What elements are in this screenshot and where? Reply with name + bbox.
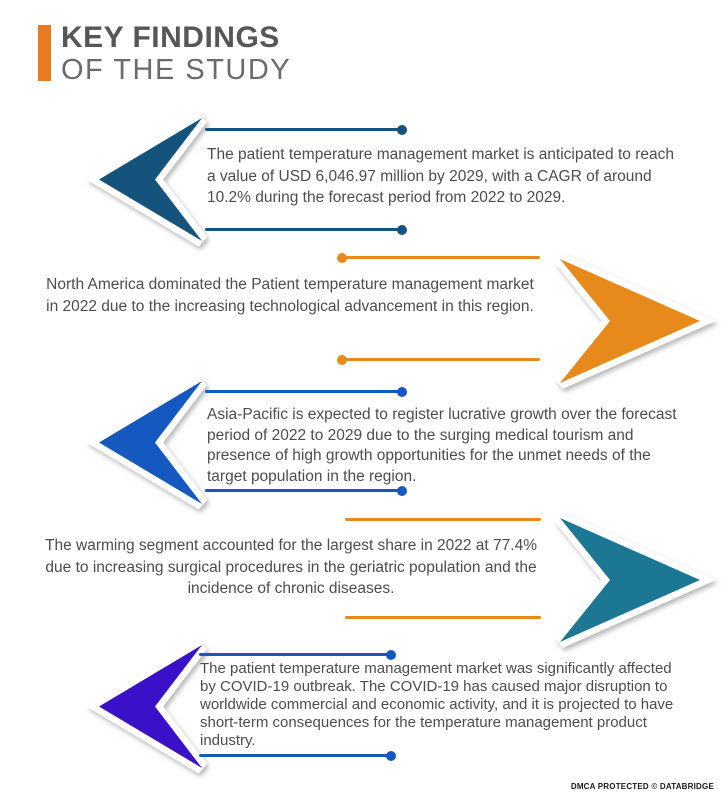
page-title: KEY FINDINGS: [61, 21, 280, 54]
connector-line: [342, 358, 540, 361]
connector-line: [205, 128, 402, 131]
connector-line: [199, 653, 391, 656]
connector-line: [342, 256, 540, 259]
line-endpoint-dot: [397, 486, 407, 496]
line-endpoint-dot: [397, 225, 407, 235]
page-subtitle: OF THE STUDY: [61, 54, 292, 86]
finding-text: Asia-Pacific is expected to register lucrative growth over the forecast period of 2022 to 2029 due to the surging medical tourism and presence of high growth opportunities for the unmet needs of the target population in the region.: [207, 406, 677, 485]
chevron-left-icon: [89, 111, 211, 248]
finding-text: The warming segment accounted for the largest share in 2022 at 77.4% due to increasing surgical procedures in the geriatric population and the incidence of chronic diseases.: [45, 537, 537, 597]
connector-line: [205, 228, 402, 231]
connector-line: [205, 489, 402, 492]
connector-line: [199, 754, 391, 757]
connector-line: [345, 616, 541, 619]
dmca-watermark: DMCA PROTECTED © DATABRIDGE: [570, 782, 714, 791]
connector-line: [345, 518, 541, 521]
finding-text: North America dominated the Patient temperature management market in 2022 due to the increasing technological advancement in this region.: [46, 276, 534, 315]
chevron-right-icon: [551, 511, 709, 649]
line-endpoint-dot: [337, 253, 347, 263]
finding-text: The patient temperature management market was significantly affected by COVID-19 outbreak. The COVID-19 has caused major disruption to worldwide commercial and economic activity, and it is projected to have short-term consequences for the temperature management product industry.: [200, 660, 674, 749]
line-endpoint-dot: [386, 751, 396, 761]
line-endpoint-dot: [337, 355, 347, 365]
line-endpoint-dot: [397, 387, 407, 397]
line-endpoint-dot: [386, 650, 396, 660]
connector-line: [205, 390, 402, 393]
line-endpoint-dot: [397, 125, 407, 135]
chevron-left-icon: [89, 638, 211, 775]
title-accent-bar: [38, 25, 51, 81]
finding-text: The patient temperature management market is anticipated to reach a value of USD 6,046.97 million by 2029, with a CAGR of around 10.2% during the forecast period from 2022 to 2029.: [207, 146, 674, 206]
chevron-left-icon: [89, 374, 211, 511]
chevron-right-icon: [551, 252, 709, 390]
